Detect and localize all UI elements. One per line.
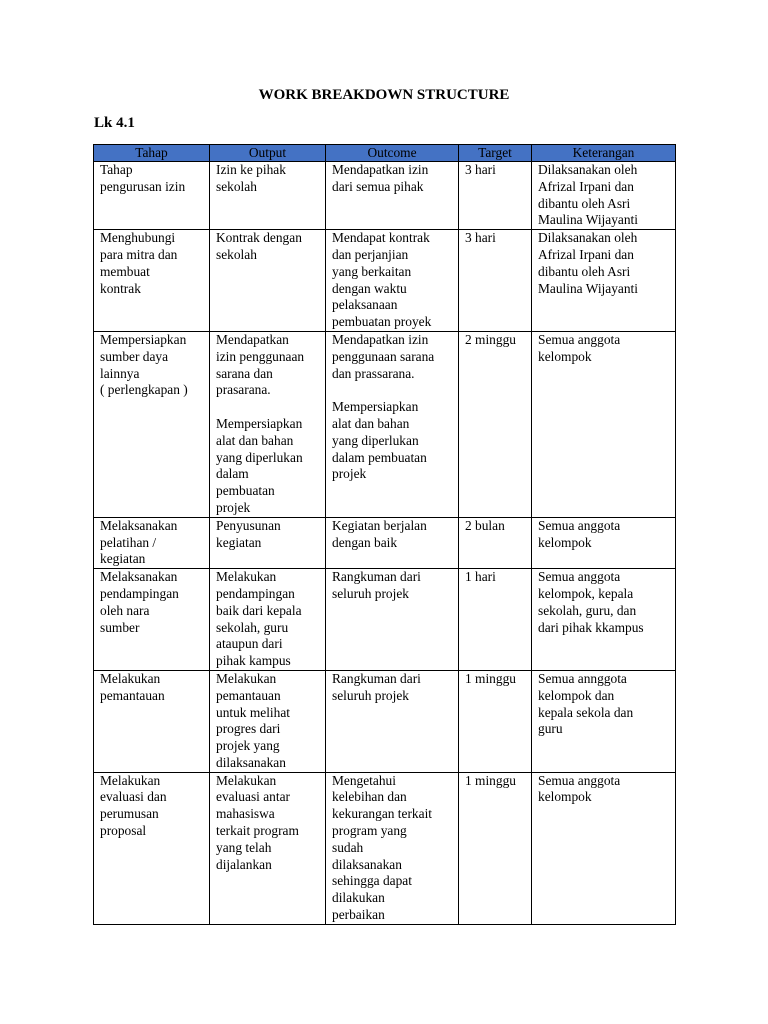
header-output: Output (210, 145, 326, 162)
cell-target: 1 hari (459, 569, 532, 671)
wbs-table (93, 144, 676, 925)
cell-target: 1 minggu (459, 772, 532, 924)
cell-target: 1 minggu (459, 670, 532, 772)
cell-outcome: Kegiatan berjalan dengan baik (326, 517, 459, 568)
document-title: WORK BREAKDOWN STRUCTURE (258, 87, 510, 103)
cell-tahap: Mempersiapkan sumber daya lainnya ( perlengkapan ) (94, 331, 210, 517)
table-row (94, 569, 676, 671)
cell-output: Mendapatkan izin penggunaan sarana dan prasarana. Mempersiapkan alat dan bahan yang diperlukan dalam pembuatan projek (210, 331, 326, 517)
cell-outcome: Mendapatkan izin dari semua pihak (326, 162, 459, 230)
cell-tahap: Melakukan pemantauan (94, 670, 210, 772)
cell-output: Melakukan pemantauan untuk melihat progres dari projek yang dilaksanakan (210, 670, 326, 772)
table-row (94, 517, 676, 568)
table-row (94, 162, 676, 230)
cell-outcome: Rangkuman dari seluruh projek (326, 670, 459, 772)
table-row (94, 772, 676, 924)
cell-target: 2 minggu (459, 331, 532, 517)
table-header-row (94, 145, 676, 162)
cell-outcome: Mengetahui kelebihan dan kekurangan terkait program yang sudah dilaksanakan sehingga dapat dilakukan perbaikan (326, 772, 459, 924)
cell-tahap: Melakukan evaluasi dan perumusan proposal (94, 772, 210, 924)
header-tahap: Tahap (94, 145, 210, 162)
cell-outcome: Rangkuman dari seluruh projek (326, 569, 459, 671)
cell-target: 2 bulan (459, 517, 532, 568)
header-target: Target (459, 145, 532, 162)
table-row (94, 230, 676, 332)
cell-output: Penyusunan kegiatan (210, 517, 326, 568)
cell-keterangan: Semua anggota kelompok (532, 331, 676, 517)
cell-keterangan: Dilaksanakan oleh Afrizal Irpani dan dibantu oleh Asri Maulina Wijayanti (532, 230, 676, 332)
cell-keterangan: Semua annggota kelompok dan kepala sekola dan guru (532, 670, 676, 772)
table-row (94, 331, 676, 517)
cell-target: 3 hari (459, 162, 532, 230)
cell-output: Izin ke pihak sekolah (210, 162, 326, 230)
cell-keterangan: Semua anggota kelompok, kepala sekolah, guru, dan dari pihak kkampus (532, 569, 676, 671)
cell-output: Melakukan pendampingan baik dari kepala sekolah, guru ataupun dari pihak kampus (210, 569, 326, 671)
cell-tahap: Tahap pengurusan izin (94, 162, 210, 230)
cell-tahap: Melaksanakan pendampingan oleh nara sumber (94, 569, 210, 671)
cell-tahap: Melaksanakan pelatihan / kegiatan (94, 517, 210, 568)
cell-tahap: Menghubungi para mitra dan membuat kontrak (94, 230, 210, 332)
cell-keterangan: Dilaksanakan oleh Afrizal Irpani dan dibantu oleh Asri Maulina Wijayanti (532, 162, 676, 230)
cell-outcome: Mendapat kontrak dan perjanjian yang berkaitan dengan waktu pelaksanaan pembuatan proyek (326, 230, 459, 332)
cell-keterangan: Semua anggota kelompok (532, 772, 676, 924)
cell-target: 3 hari (459, 230, 532, 332)
table-row (94, 670, 676, 772)
header-keterangan: Keterangan (532, 145, 676, 162)
header-outcome: Outcome (326, 145, 459, 162)
cell-output: Kontrak dengan sekolah (210, 230, 326, 332)
cell-output: Melakukan evaluasi antar mahasiswa terkait program yang telah dijalankan (210, 772, 326, 924)
cell-keterangan: Semua anggota kelompok (532, 517, 676, 568)
cell-outcome: Mendapatkan izin penggunaan sarana dan prassarana. Mempersiapkan alat dan bahan yang diperlukan dalam pembuatan projek (326, 331, 459, 517)
document-subtitle: Lk 4.1 (94, 115, 135, 131)
